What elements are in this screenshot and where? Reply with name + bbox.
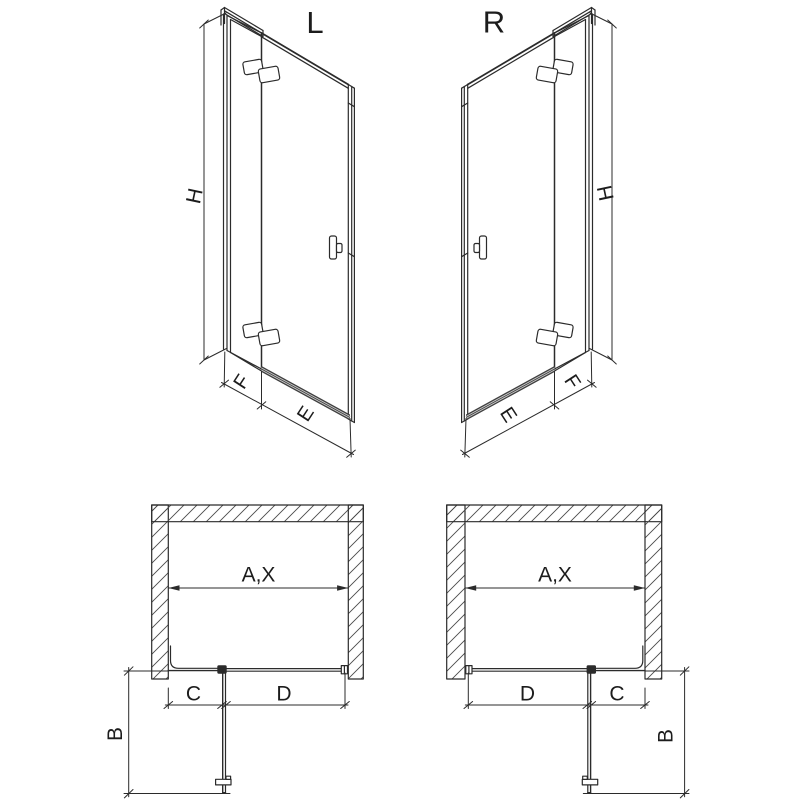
variant-label-left: L — [306, 5, 324, 40]
plan-door-geometry-right — [466, 646, 645, 793]
door-label-right: D — [519, 682, 536, 706]
fixed-panel-label-left: C — [185, 682, 202, 706]
height-dim-label-right: H — [593, 183, 619, 203]
height-dim-label-left: H — [182, 186, 208, 206]
fixed-panel-label-right: C — [609, 682, 625, 706]
projection-label-right: B — [654, 728, 678, 744]
walls-left-plan — [152, 505, 364, 679]
walls-right-plan — [447, 505, 662, 679]
opening-width-label-right: A,X — [538, 563, 572, 587]
iso-door-geometry-left — [200, 8, 356, 458]
plan-door-geometry-left — [168, 646, 347, 793]
door-width-dim-label-right: E — [495, 403, 521, 427]
plan-figure-left — [104, 505, 363, 798]
fixed-width-dim-label-left: F — [229, 370, 255, 394]
iso-door-geometry-right — [461, 8, 617, 458]
iso-figure-left — [182, 5, 355, 457]
fixed-width-dim-label-right: F — [559, 370, 585, 394]
door-width-dim-label-left: E — [293, 402, 319, 426]
bottom-dimensions-left — [124, 667, 349, 798]
iso-figure-right — [461, 5, 619, 458]
door-label-left: D — [276, 682, 292, 706]
opening-width-label-left: A,X — [241, 563, 276, 587]
plan-figure-right — [447, 505, 689, 798]
variant-label-right: R — [482, 4, 506, 40]
projection-label-left: B — [104, 726, 127, 742]
